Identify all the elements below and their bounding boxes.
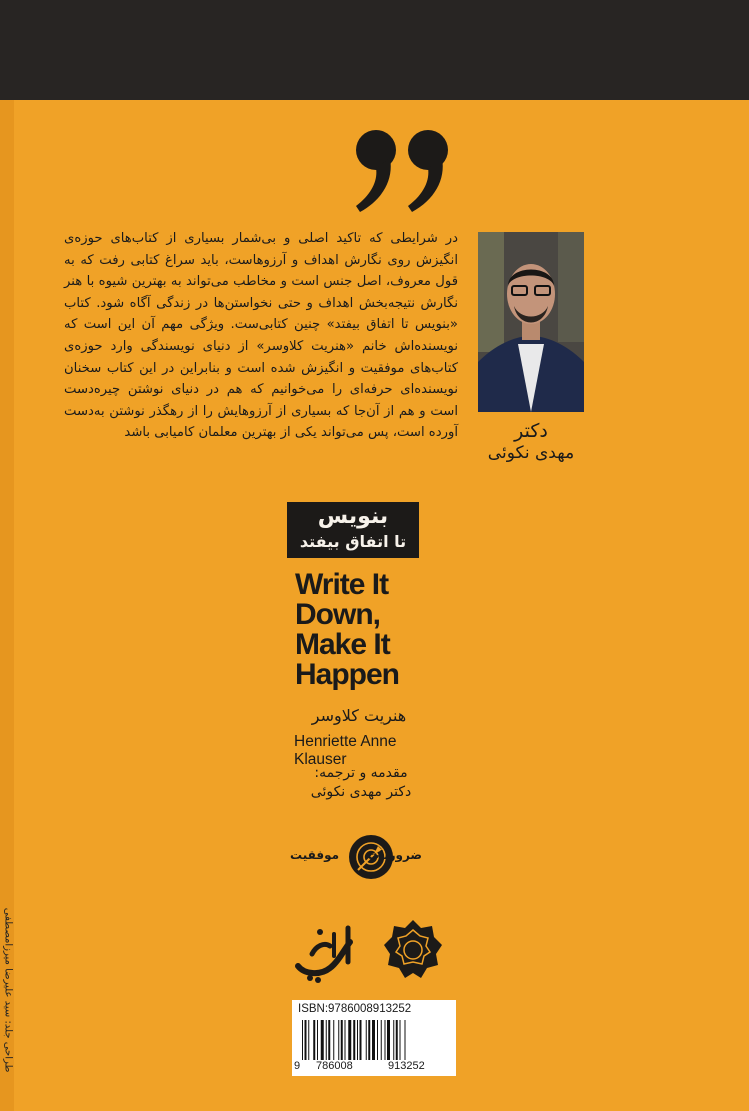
persian-title-box — [287, 502, 419, 558]
english-title-line: Make It — [295, 628, 390, 661]
persian-title-line1: بنویس — [317, 504, 389, 529]
persian-title-line2: تا اتفاق بیفتد — [299, 532, 407, 551]
english-title-line: Happen — [295, 658, 400, 691]
barcode-bars — [302, 1020, 448, 1060]
author-photo — [478, 232, 584, 412]
series-label-success: موفقیت — [290, 848, 340, 862]
author-name-persian: هنریت کلاوسر — [311, 706, 407, 725]
author-caption-title: دکتر — [514, 420, 548, 442]
quote-mark-icon — [350, 120, 460, 215]
series-label-essentials: ضروریات — [367, 848, 422, 862]
barcode-area — [292, 1000, 456, 1076]
barcode-first-digit: 9 — [294, 1060, 301, 1072]
translator-credit — [294, 764, 428, 802]
series-mark — [290, 830, 422, 890]
translator-name: دکتر مهدی نکوئی — [310, 784, 412, 800]
english-title-line: Down, — [295, 598, 380, 631]
author-caption-name: مهدی نکوئی — [487, 443, 575, 463]
back-cover-quote: در شرایطی که تاکید اصلی و بی‌شمار بسیاری از کتاب‌های حوزه‌ی انگیزش روی نگارش اهداف و آرزوهاست، باید سراغ کتابی رفت که به قول معروف، اصل جنس است و مخاطب می‌تواند به بهترین شیوه با هنر نگارش نتیجه‌بخش اهداف و حتی نخواستن‌ها در زندگی آگاه شود. کتاب «بنویس تا اتفاق بیفتد» چنین کتابی‌ست. ویژگی مهم آن این است که نویسنده‌اش خانم «هنریت کلاوسر» از دنیای نویسندگی وارد حوزه‌ی کتاب‌های موفقیت و انگیزش شده است و بنابراین در این کتاب سخنان نویسنده‌ای حرفه‌ای را می‌خوانیم که هم در دنیای نوشتن چیره‌دست است و هم از آن‌جا که بسیاری از آرزوهایش را از رهگذر نوشتن به‌دست آورده است، پس می‌تواند یکی از بهترین معلمان کامیابی باشد — [64, 231, 458, 441]
top-dark-band — [0, 0, 749, 100]
english-title-line: Write It — [295, 568, 389, 601]
negah-publisher-logo — [290, 916, 364, 986]
barcode-group-left: 786008 — [316, 1060, 353, 1072]
author-name-english: Henriette Anne Klauser — [294, 733, 397, 768]
english-title — [295, 570, 455, 690]
publisher-emblem-icon — [382, 918, 444, 984]
translator-label: مقدمه و ترجمه: — [314, 765, 408, 781]
barcode-group-right: 913252 — [388, 1060, 425, 1072]
author-caption — [470, 420, 592, 464]
isbn-number: ISBN:9786008913252 — [298, 1003, 412, 1015]
cover-designer-credit: طراحی جلد: سید علیرضا میرزامصطفی — [2, 907, 14, 1073]
